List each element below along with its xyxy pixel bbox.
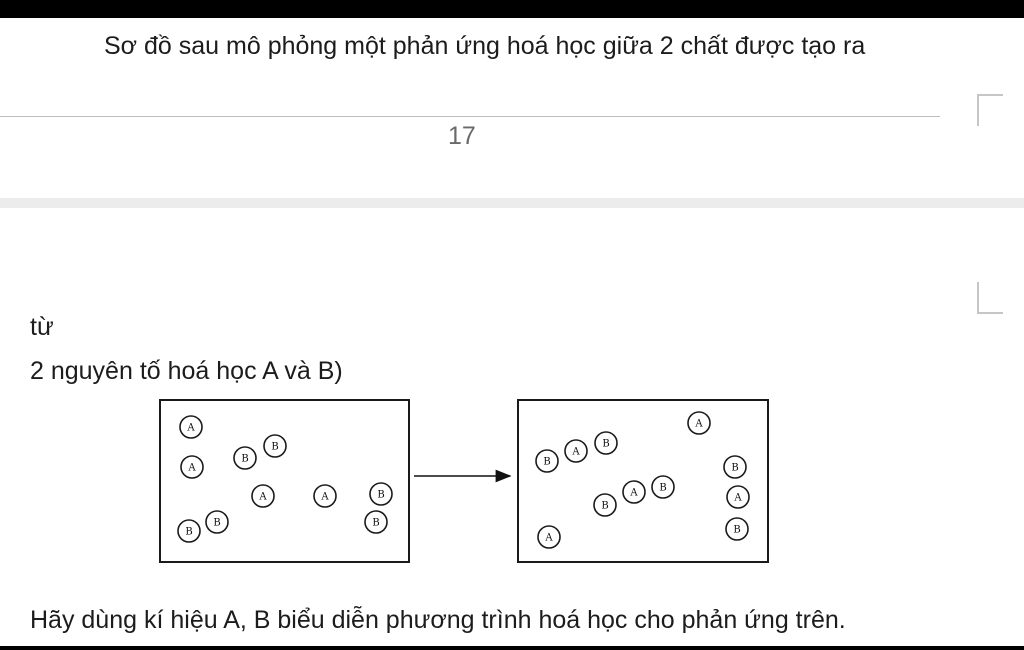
question-text: Hãy dùng kí hiệu A, B biểu diễn phương trình hoá học cho phản ứng trên. [30, 606, 846, 634]
continuation-line: 2 nguyên tố hoá học A và B) [30, 357, 343, 385]
atom-label-a: A [259, 491, 267, 503]
reactant-atom-1 [180, 416, 202, 438]
continuation-word: từ [30, 313, 54, 341]
reactant-atom-2 [181, 456, 203, 478]
atom-label-b: B [185, 526, 193, 538]
atom-label-b: B [731, 462, 739, 474]
atom-label-b: B [601, 500, 609, 512]
product-molecule-5 [724, 456, 749, 540]
atom-label-b: B [602, 438, 610, 450]
atom-label-a: A [187, 422, 195, 434]
atom-label-b: B [543, 456, 551, 468]
atom-label-a: A [545, 532, 553, 544]
reactant-atom-4 [252, 485, 274, 507]
product-atom-2 [688, 412, 710, 434]
atom-label-a: A [572, 446, 580, 458]
reactant-atom-5 [314, 485, 336, 507]
atom-label-b: B [271, 441, 279, 453]
atom-label-b: B [659, 482, 667, 494]
atom-label-b: B [372, 517, 380, 529]
atom-label-a: A [630, 487, 638, 499]
atom-label-b: B [377, 489, 385, 501]
atom-label-b: B [241, 453, 249, 465]
product-atom-4 [538, 526, 560, 548]
atom-label-b: B [733, 524, 741, 536]
atom-label-a: A [321, 491, 329, 503]
atom-label-a: A [734, 492, 742, 504]
atom-label-a: A [188, 462, 196, 474]
bottom-edge [0, 646, 1024, 650]
atom-label-a: A [695, 418, 703, 430]
intro-sentence: Sơ đồ sau mô phỏng một phản ứng hoá học giữa 2 chất được tạo ra [104, 32, 866, 60]
atom-label-b: B [213, 517, 221, 529]
page-number: 17 [448, 122, 476, 150]
